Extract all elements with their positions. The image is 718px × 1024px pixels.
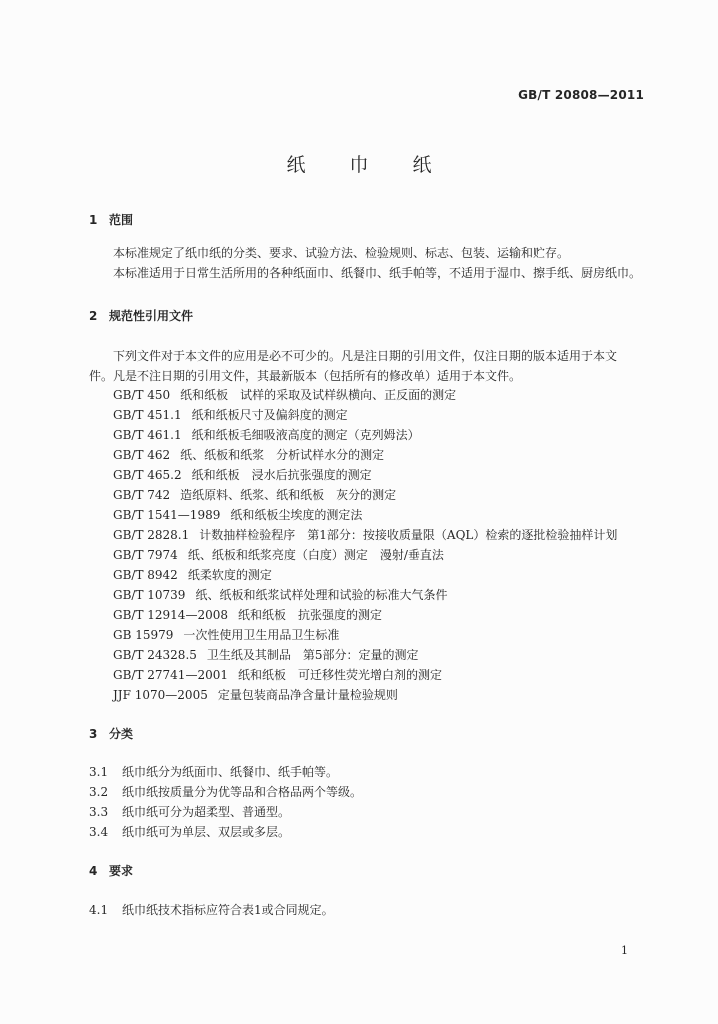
reference-title: 纸和纸板尘埃度的测定法	[230, 508, 363, 522]
reference-code: GB/T 1541—1989	[113, 508, 221, 522]
reference-item	[113, 565, 272, 585]
section-2-title: 规范性引用文件	[109, 309, 194, 323]
section-3-heading	[89, 725, 133, 742]
section-1-title: 范围	[109, 213, 134, 227]
reference-title: 纸和纸板 试样的采取及试样纵横向、正反面的测定	[180, 388, 457, 402]
reference-item	[113, 665, 442, 685]
reference-code: GB/T 450	[113, 388, 171, 402]
reference-item	[113, 445, 384, 465]
section-2-number: 2	[89, 309, 98, 323]
scope-paragraph-1: 本标准规定了纸巾纸的分类、要求、试验方法、检验规则、标志、包装、运输和贮存。	[113, 246, 570, 260]
reference-code: GB/T 2828.1	[113, 528, 190, 542]
section-4-heading	[89, 862, 133, 879]
references-intro-line-2: 件。凡是不注日期的引用文件，其最新版本（包括所有的修改单）适用于本文件。	[89, 369, 522, 383]
reference-title: 一次性使用卫生用品卫生标准	[183, 628, 340, 642]
clause-number: 4.1	[89, 903, 109, 917]
reference-item	[113, 405, 348, 425]
reference-title: 纸、纸板和纸浆 分析试样水分的测定	[180, 448, 385, 462]
section-1-heading	[89, 211, 133, 228]
reference-item	[113, 465, 372, 485]
clause-text: 纸巾纸可分为超柔型、普通型。	[122, 805, 291, 819]
reference-code: GB/T 742	[113, 488, 171, 502]
reference-code: GB/T 451.1	[113, 408, 182, 422]
reference-item	[113, 525, 617, 545]
scope-paragraph-2: 本标准适用于日常生活所用的各种纸面巾、纸餐巾、纸手帕等，不适用于湿巾、擦手纸、厨房纸巾。	[113, 266, 642, 280]
clause-number: 3.3	[89, 805, 109, 819]
reference-code: GB/T 12914—2008	[113, 608, 228, 622]
section-1-number: 1	[89, 213, 98, 227]
reference-item	[113, 685, 398, 705]
reference-item	[113, 485, 396, 505]
standard-code: GB/T 20808—2011	[518, 88, 644, 102]
reference-code: GB/T 7974	[113, 548, 178, 562]
reference-title: 纸和纸板 可迁移性荧光增白剂的测定	[237, 668, 442, 682]
clause-text: 纸巾纸可为单层、双层或多层。	[122, 825, 291, 839]
reference-code: GB/T 8942	[113, 568, 178, 582]
reference-item	[113, 585, 447, 605]
reference-item	[113, 545, 444, 565]
reference-title: 纸、纸板和纸浆亮度（白度）测定 漫射/垂直法	[187, 548, 444, 562]
reference-title: 卫生纸及其制品 第5部分：定量的测定	[206, 648, 419, 662]
reference-title: 纸、纸板和纸浆试样处理和试验的标准大气条件	[195, 588, 448, 602]
clause-number: 3.2	[89, 785, 109, 799]
reference-title: 造纸原料、纸浆、纸和纸板 灰分的测定	[180, 488, 397, 502]
reference-title: 纸和纸板尺寸及偏斜度的测定	[191, 408, 348, 422]
reference-title: 纸和纸板毛细吸液高度的测定（克列姆法）	[191, 428, 420, 442]
reference-item	[113, 605, 382, 625]
clause-number: 3.4	[89, 825, 109, 839]
reference-title: 纸柔软度的测定	[187, 568, 272, 582]
section-4-number: 4	[89, 864, 98, 878]
clause-item	[89, 900, 334, 920]
reference-title: 纸和纸板 抗张强度的测定	[237, 608, 382, 622]
reference-item	[113, 385, 456, 405]
references-intro-line-1: 下列文件对于本文件的应用是必不可少的。凡是注日期的引用文件，仅注日期的版本适用于本文	[113, 349, 618, 363]
page-number: 1	[621, 944, 628, 957]
clause-number: 3.1	[89, 765, 109, 779]
clause-item	[89, 802, 290, 822]
clause-item	[89, 822, 290, 842]
document-title: 纸巾纸	[286, 154, 476, 176]
reference-code: GB/T 27741—2001	[113, 668, 228, 682]
reference-code: GB/T 462	[113, 448, 171, 462]
section-3-number: 3	[89, 727, 98, 741]
section-2-heading	[89, 307, 193, 324]
reference-code: GB/T 461.1	[113, 428, 182, 442]
clause-text: 纸巾纸分为纸面巾、纸餐巾、纸手帕等。	[122, 765, 339, 779]
section-4-title: 要求	[109, 864, 134, 878]
reference-item	[113, 645, 419, 665]
reference-title: 计数抽样检验程序 第1部分：按接收质量限（AQL）检索的逐批检验抽样计划	[199, 528, 618, 542]
clause-item	[89, 782, 362, 802]
clause-item	[89, 762, 338, 782]
clause-text: 纸巾纸按质量分为优等品和合格品两个等级。	[122, 785, 363, 799]
clause-text: 纸巾纸技术指标应符合表1或合同规定。	[122, 903, 334, 917]
reference-title: 定量包装商品净含量计量检验规则	[217, 688, 398, 702]
section-3-title: 分类	[109, 727, 134, 741]
reference-code: GB/T 465.2	[113, 468, 182, 482]
reference-code: JJF 1070—2005	[113, 688, 208, 702]
reference-title: 纸和纸板 浸水后抗张强度的测定	[191, 468, 372, 482]
reference-item	[113, 625, 339, 645]
reference-code: GB/T 24328.5	[113, 648, 197, 662]
reference-item	[113, 425, 420, 445]
reference-code: GB/T 10739	[113, 588, 186, 602]
reference-code: GB 15979	[113, 628, 174, 642]
reference-item	[113, 505, 362, 525]
